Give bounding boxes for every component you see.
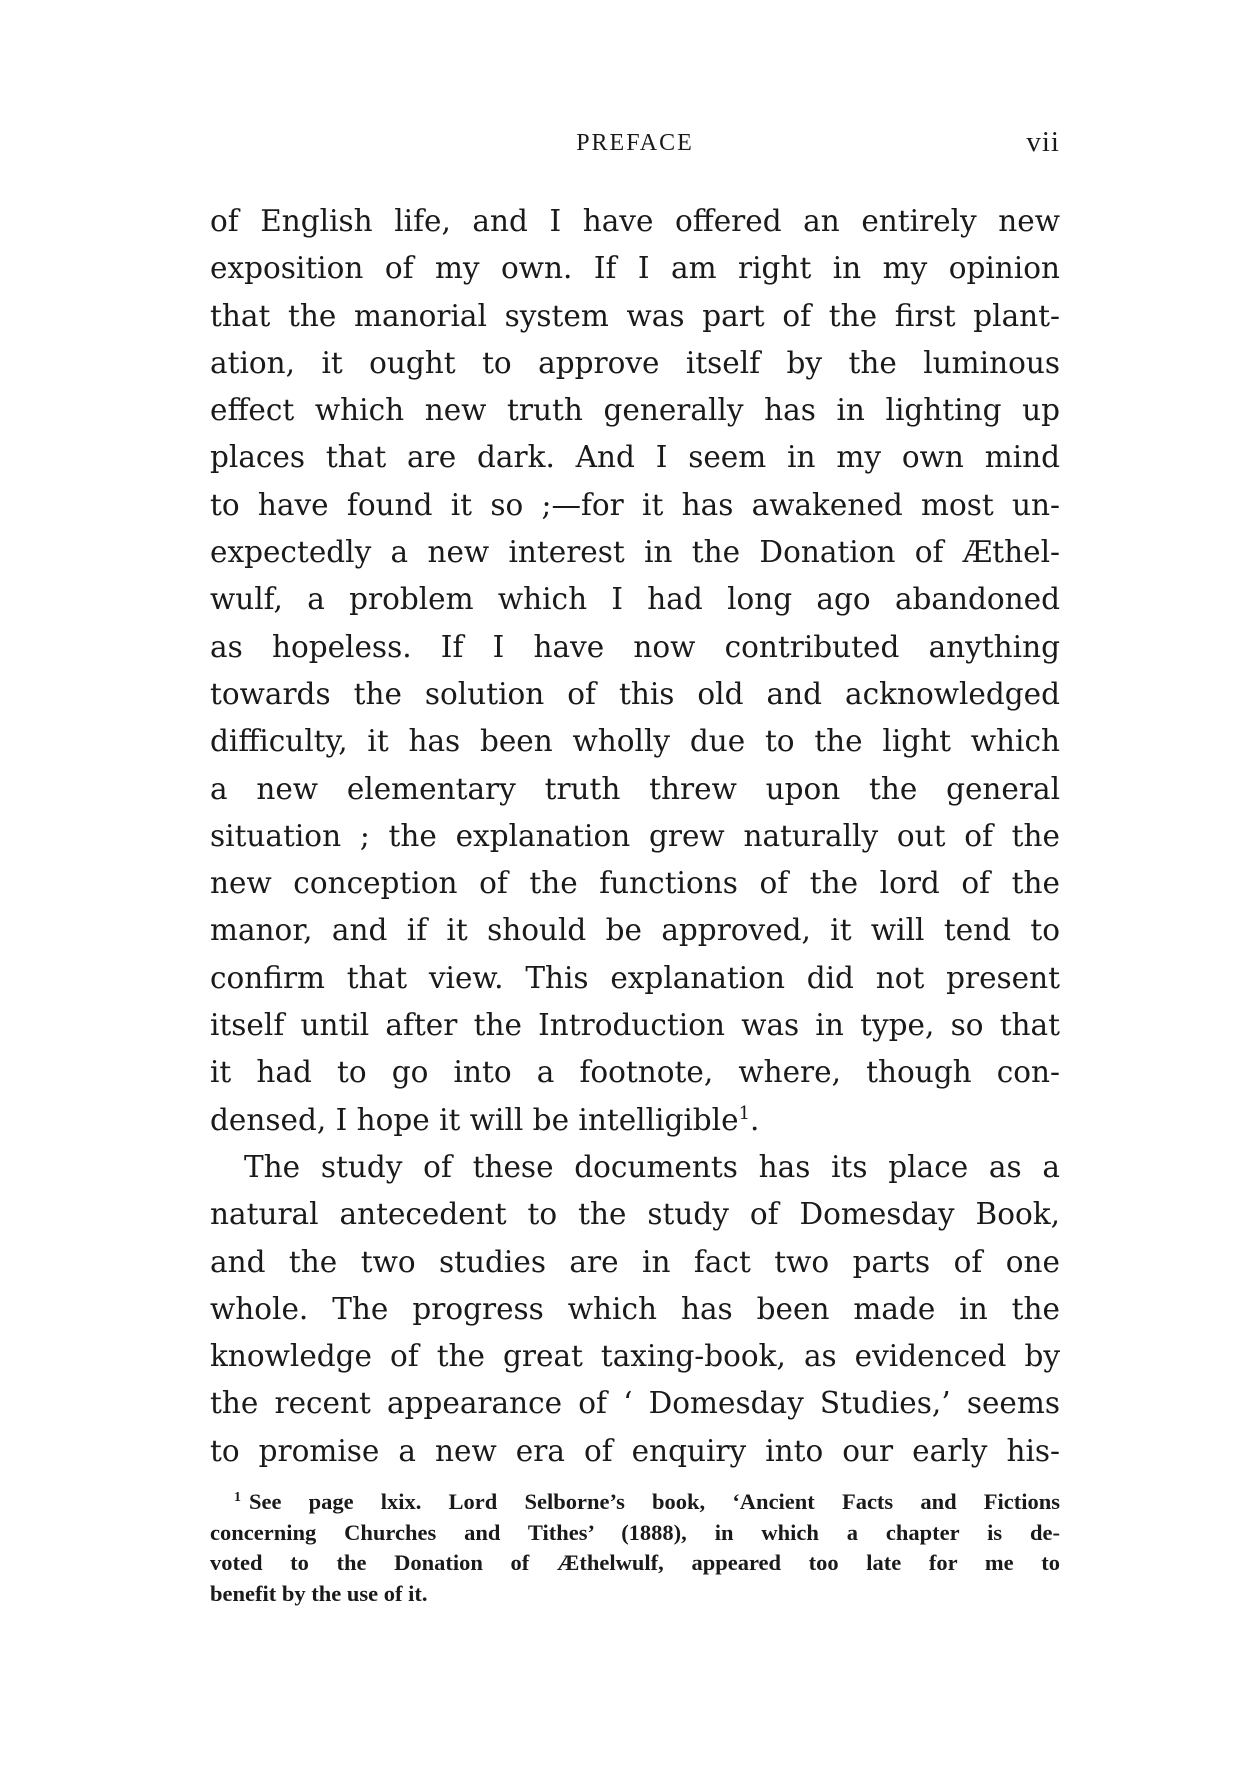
text-line: new conception of the functions of the lord of the	[210, 866, 1060, 901]
text-line: of English life, and I have offered an entirely new	[210, 204, 1060, 238]
text-line: wulf, a problem which I had long ago abandoned	[210, 582, 1060, 617]
text-line: natural antecedent to the study of Domesday Book,	[210, 1197, 1060, 1232]
footnote-line: benefit by the use of it.	[210, 1580, 428, 1606]
footnotes	[210, 1487, 1060, 1609]
text-line: itself until after the Introduction was in type, so that	[210, 1008, 1060, 1043]
running-head	[210, 126, 1060, 166]
footnote-reference[interactable]: 1	[738, 1102, 751, 1124]
text-line: a new elementary truth threw upon the general	[210, 771, 1060, 806]
running-title: PREFACE	[576, 130, 694, 156]
text-line: it had to go into a footnote, where, though con-	[210, 1055, 1060, 1090]
text-line: the recent appearance of ‘ Domesday Studies,’ seems	[210, 1386, 1060, 1421]
text-line: difficulty, it has been wholly due to the light which	[210, 724, 1060, 759]
footnote-line: concerning Churches and Tithes’ (1888), in which a chapter is de-	[210, 1519, 1060, 1545]
text-line: exposition of my own. If I am right in my opinion	[210, 251, 1060, 286]
text-line: towards the solution of this old and acknowledged	[210, 676, 1060, 711]
text-line: that the manorial system was part of the first plant-	[210, 298, 1060, 333]
paragraph-1	[210, 198, 1060, 1144]
page-number: vii	[1026, 126, 1060, 158]
text-line: knowledge of the great taxing-book, as evidenced by	[210, 1339, 1060, 1374]
text-line: to have found it so ;—for it has awakened most un-	[210, 487, 1060, 522]
text-line: whole. The progress which has been made in the	[210, 1291, 1060, 1326]
text-line: to promise a new era of enquiry into our early his-	[210, 1433, 1060, 1468]
text-line: effect which new truth generally has in lighting up	[210, 393, 1060, 428]
text-line: situation ; the explanation grew naturally out of the	[210, 818, 1060, 853]
footnote-line: voted to the Donation of Æthelwulf, appeared too late for me to	[210, 1550, 1060, 1575]
text-line: confirm that view. This explanation did not present	[210, 960, 1060, 995]
text-line: manor, and if it should be approved, it will tend to	[210, 913, 1060, 948]
text-line: expectedly a new interest in the Donation of Æthel-	[210, 535, 1060, 570]
footnote-marker: 1	[234, 1489, 241, 1505]
text-line: densed, I hope it will be intelligible	[210, 1102, 739, 1137]
text-line: places that are dark. And I seem in my own mind	[210, 440, 1060, 475]
body-text	[210, 198, 1060, 1475]
footnote-line	[210, 1487, 1060, 1518]
end-punctuation: .	[750, 1102, 760, 1137]
text-line-with-footnote-ref	[210, 1097, 1060, 1144]
paragraph-2	[210, 1144, 1060, 1475]
text-line: ation, it ought to approve itself by the luminous	[210, 345, 1060, 380]
text-line: and the two studies are in fact two parts of one	[210, 1244, 1060, 1279]
text-line: The study of these documents has its place as a	[244, 1149, 1060, 1184]
footnote-text: See page lxix. Lord Selborne’s book, ‘Ancient Facts and Fictions	[249, 1489, 1060, 1514]
text-line: as hopeless. If I have now contributed anything	[210, 629, 1060, 664]
